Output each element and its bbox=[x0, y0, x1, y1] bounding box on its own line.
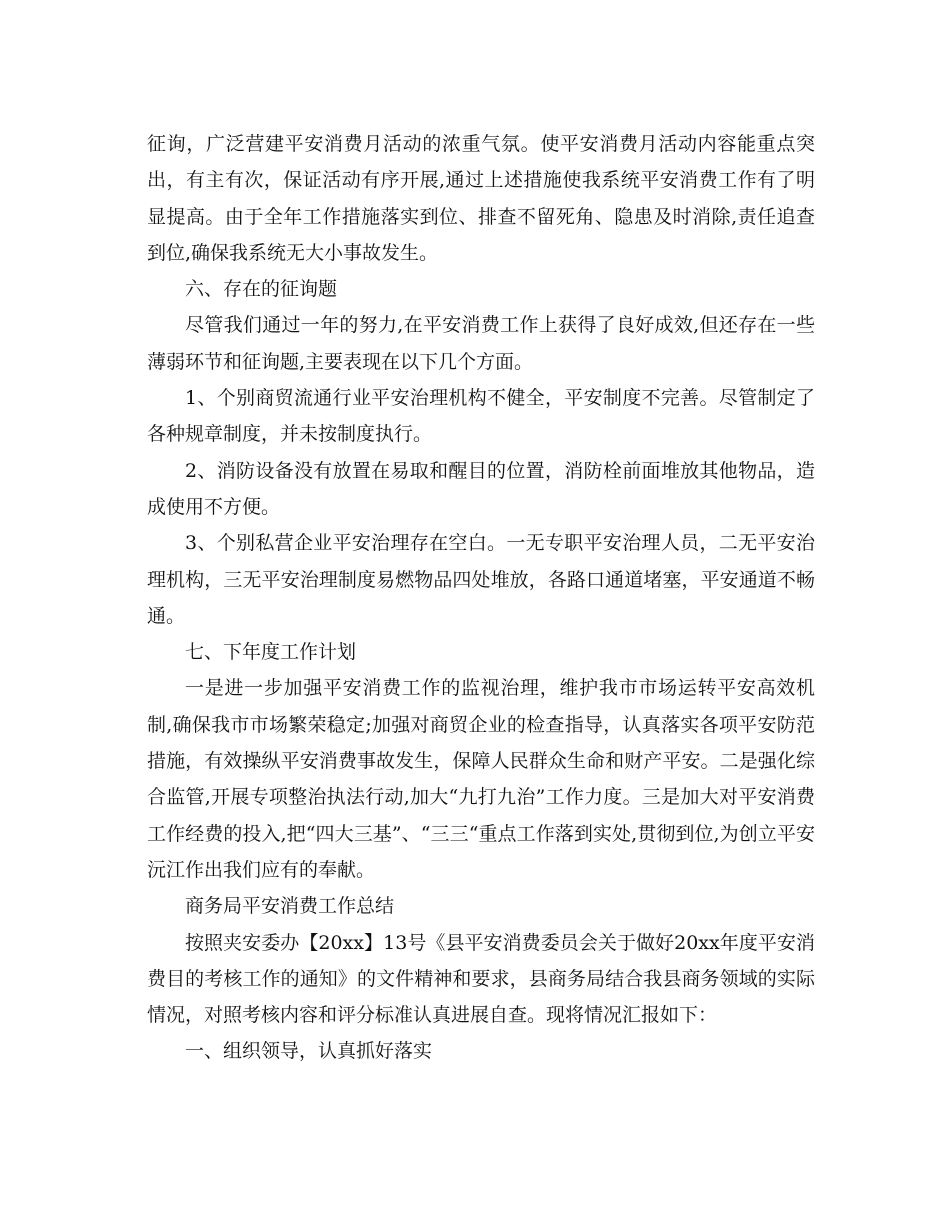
heading-existing-problems: 六、存在的征询题 bbox=[185, 278, 338, 301]
paragraph-continuation: 征询，广泛营建平安消费月活动的浓重气氛。使平安消费月活动内容能重点突出，有主有次，保证活动有序开展,通过上述措施使我系统平安消费工作有了明显提高。由于全年工作措施落实到位、排查不留死角、隐患及时消除,责任追查到位,确保我系统无大小事故发生。 bbox=[147, 133, 815, 264]
paragraph-problem-3: 3、个别私营企业平安治理存在空白。一无专职平安治理人员，二无平安治理机构，三无平安治理制度易燃物品四处堆放，各路口通道堵塞，平安通道不畅通。 bbox=[147, 532, 815, 627]
heading-summary-title: 商务局平安消费工作总结 bbox=[185, 895, 395, 918]
heading-organization: 一、组织领导，认真抓好落实 bbox=[185, 1040, 433, 1063]
document-body bbox=[147, 126, 815, 1070]
paragraph-problem-1: 1、个别商贸流通行业平安治理机构不健全，平安制度不完善。尽管制定了各种规章制度，并未按制度执行。 bbox=[147, 387, 815, 446]
paragraph-problem-2: 2、消防设备没有放置在易取和醒目的位置，消防栓前面堆放其他物品，造成使用不方便。 bbox=[147, 459, 815, 518]
paragraph-problems-intro: 尽管我们通过一年的努力,在平安消费工作上获得了良好成效,但还存在一些薄弱环节和征询题,主要表现在以下几个方面。 bbox=[147, 314, 815, 373]
paragraph-plan: 一是进一步加强平安消费工作的监视治理，维护我市市场运转平安高效机制,确保我市市场繁荣稳定;加强对商贸企业的检查指导，认真落实各项平安防范措施，有效操纵平安消费事故发生，保障人民群众生命和财产平安。二是强化综合监管,开展专项整治执法行动,加大“九打九治”工作力度。三是加大对平安消费工作经费的投入,把“四大三基”、“三三“重点工作落到实处,贯彻到位,为创立平安沅江作出我们应有的奉献。 bbox=[147, 677, 815, 881]
heading-next-year-plan: 七、下年度工作计划 bbox=[185, 641, 357, 664]
paragraph-summary-intro: 按照夹安委办【20xx】13号《县平安消费委员会关于做好20xx年度平安消费目的考核工作的通知》的文件精神和要求，县商务局结合我县商务领域的实际情况，对照考核内容和评分标准认真进展自查。现将情况汇报如下： bbox=[147, 931, 815, 1027]
